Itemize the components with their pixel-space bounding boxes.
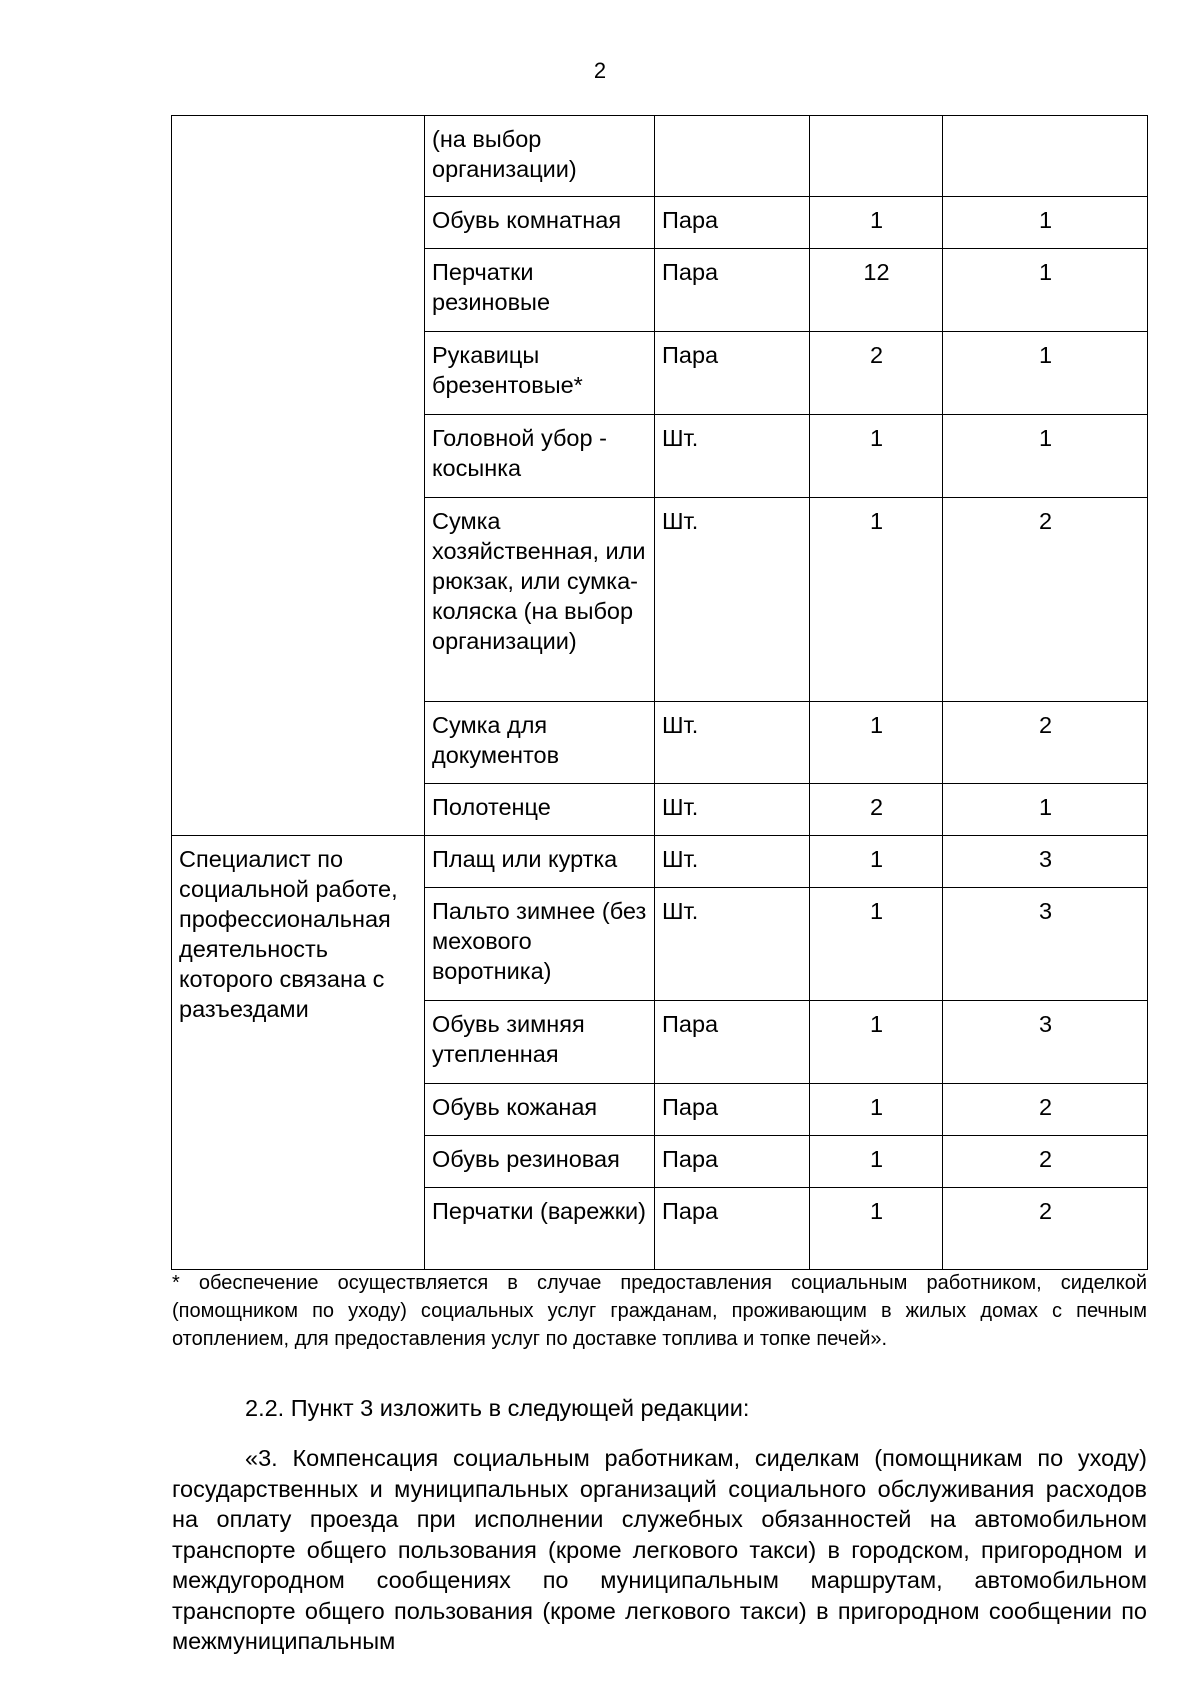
- wear-period-cell: 2: [943, 702, 1148, 784]
- quantity-cell: 1: [810, 415, 943, 498]
- item-cell: Перчатки (варежки): [425, 1188, 655, 1270]
- table-row: [172, 116, 1148, 197]
- wear-period-cell: 3: [943, 1001, 1148, 1084]
- unit-cell: Шт.: [655, 498, 810, 702]
- quantity-cell: 1: [810, 498, 943, 702]
- page-number: 2: [593, 58, 607, 83]
- wear-period-cell: 1: [943, 415, 1148, 498]
- paragraph-2-2: 2.2. Пункт 3 изложить в следующей редакции:: [245, 1395, 750, 1421]
- wear-period-cell: 2: [943, 1084, 1148, 1136]
- unit-cell: Шт.: [655, 702, 810, 784]
- wear-period-cell: 3: [943, 888, 1148, 1001]
- wear-period-cell: 1: [943, 332, 1148, 415]
- unit-cell: Шт.: [655, 784, 810, 836]
- item-cell: (на выбор организации): [425, 116, 655, 197]
- wear-period-cell: [943, 116, 1148, 197]
- unit-cell: Пара: [655, 197, 810, 249]
- unit-cell: Шт.: [655, 836, 810, 888]
- wear-period-cell: 1: [943, 249, 1148, 332]
- quantity-cell: 1: [810, 197, 943, 249]
- unit-cell: Пара: [655, 1136, 810, 1188]
- quantity-cell: 1: [810, 836, 943, 888]
- unit-cell: Пара: [655, 1188, 810, 1270]
- table-row: [172, 836, 1148, 888]
- item-cell: Плащ или куртка: [425, 836, 655, 888]
- footnote-text: * обеспечение осуществляется в случае предоставления социальным работником, сиделкой (помощником по уходу) социальных услуг гражданам, проживающим в жилых домах с печным отоплением, для предоставления услуг по доставке топлива и топке печей».: [172, 1272, 1147, 1350]
- quantity-cell: [810, 116, 943, 197]
- wear-period-cell: 2: [943, 498, 1148, 702]
- quantity-cell: 1: [810, 1001, 943, 1084]
- item-cell: Рукавицы брезентовые*: [425, 332, 655, 415]
- wear-period-cell: 1: [943, 784, 1148, 836]
- item-cell: Обувь зимняя утепленная: [425, 1001, 655, 1084]
- wear-period-cell: 3: [943, 836, 1148, 888]
- item-cell: Пальто зимнее (без мехового воротника): [425, 888, 655, 1001]
- wear-period-cell: 2: [943, 1136, 1148, 1188]
- wear-period-cell: 1: [943, 197, 1148, 249]
- unit-cell: Шт.: [655, 415, 810, 498]
- unit-cell: Пара: [655, 1001, 810, 1084]
- item-cell: Обувь комнатная: [425, 197, 655, 249]
- quantity-cell: 1: [810, 1188, 943, 1270]
- position-cell: Специалист по социальной работе, профессиональная деятельность которого связана с разъездами: [172, 836, 425, 1270]
- quantity-cell: 2: [810, 784, 943, 836]
- quantity-cell: 1: [810, 1136, 943, 1188]
- item-cell: Перчатки резиновые: [425, 249, 655, 332]
- item-cell: Сумка хозяйственная, или рюкзак, или сумка-коляска (на выбор организации): [425, 498, 655, 702]
- item-cell: Обувь кожаная: [425, 1084, 655, 1136]
- wear-period-cell: 2: [943, 1188, 1148, 1270]
- unit-cell: [655, 116, 810, 197]
- position-cell-empty: [172, 116, 425, 836]
- quantity-cell: 1: [810, 888, 943, 1001]
- unit-cell: Пара: [655, 1084, 810, 1136]
- quantity-cell: 1: [810, 1084, 943, 1136]
- clothing-issue-table: [171, 115, 1148, 1270]
- paragraph-item-3: «3. Компенсация социальным работникам, сиделкам (помощникам по уходу) государственных и муниципальных организаций социального обслуживания расходов на оплату проезда при исполнении служебных обязанностей на автомобильном транспорте общего пользования (кроме легкового такси) в городском, пригородном и междугородном сообщениях по муниципальным маршрутам, автомобильном транспорте общего пользования (кроме легкового такси) в пригородном сообщении по межмуниципальным: [172, 1445, 1147, 1654]
- item-cell: Сумка для документов: [425, 702, 655, 784]
- unit-cell: Пара: [655, 249, 810, 332]
- unit-cell: Шт.: [655, 888, 810, 1001]
- quantity-cell: 2: [810, 332, 943, 415]
- quantity-cell: 12: [810, 249, 943, 332]
- item-cell: Обувь резиновая: [425, 1136, 655, 1188]
- item-cell: Полотенце: [425, 784, 655, 836]
- quantity-cell: 1: [810, 702, 943, 784]
- item-cell: Головной убор - косынка: [425, 415, 655, 498]
- footnote: [172, 1269, 1147, 1353]
- unit-cell: Пара: [655, 332, 810, 415]
